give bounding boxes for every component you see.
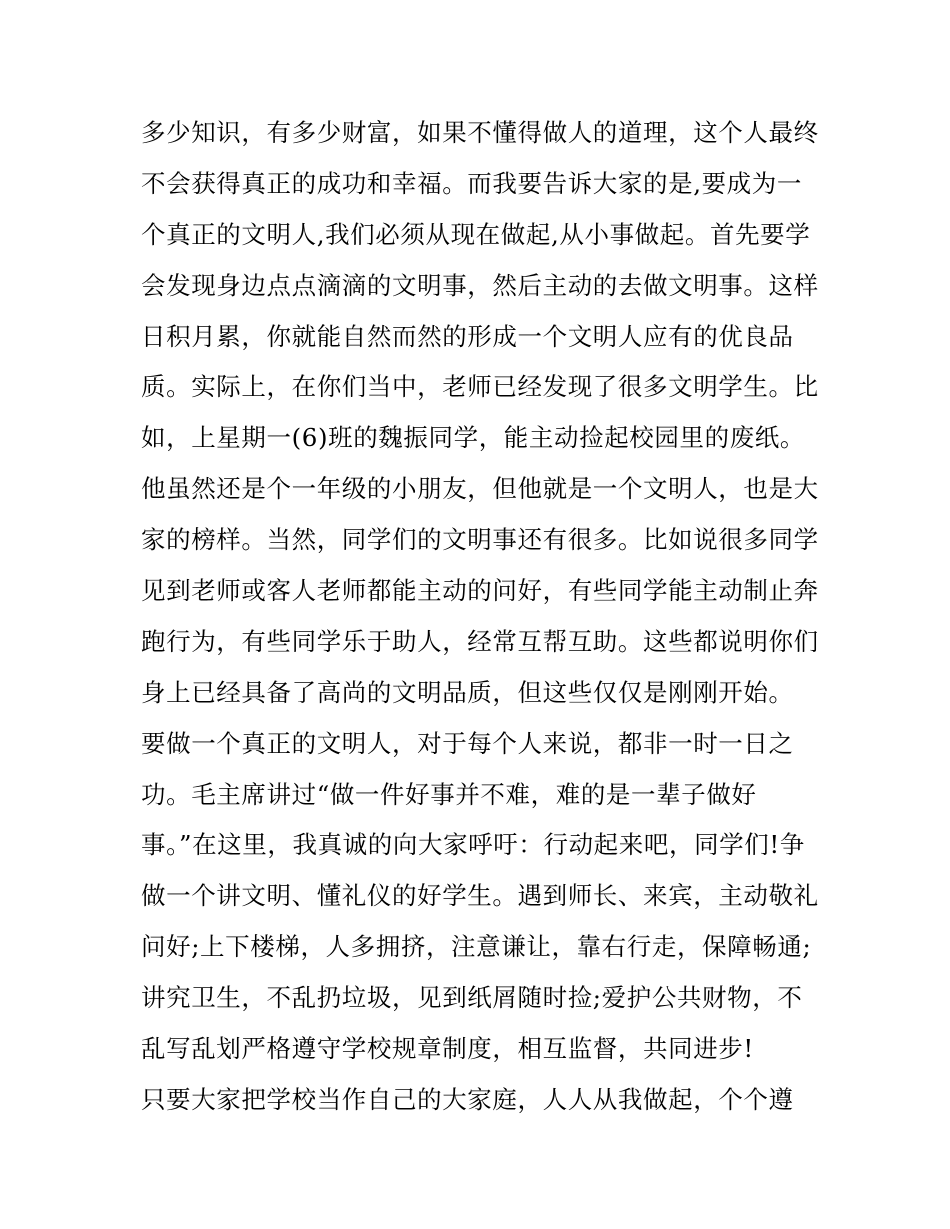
text-line-20: 只要大家把学校当作自己的大家庭，人人从我做起，个个遵 xyxy=(141,1084,794,1114)
text-line-11: 跑行为，有些同学乐于助人，经常互帮互助。这些都说明你们 xyxy=(141,626,819,656)
text-line-5: 日积月累，你就能自然而然的形成一个文明人应有的优良品 xyxy=(141,321,794,351)
text-line-16: 做一个讲文明、懂礼仪的好学生。遇到师长、来宾，主动敬礼 xyxy=(141,881,819,911)
text-line-14: 功。毛主席讲过“做一件好事并不难，难的是一辈子做好 xyxy=(141,779,757,809)
text-line-19: 乱写乱划严格遵守学校规章制度，相互监督，共同进步! xyxy=(141,1034,754,1064)
text-line-2: 不会获得真正的成功和幸福。而我要告诉大家的是,要成为一 xyxy=(141,168,802,198)
text-line-18: 讲究卫生，不乱扔垃圾，见到纸屑随时捡;爱护公共财物，不 xyxy=(141,983,803,1013)
text-line-13: 要做一个真正的文明人，对于每个人来说，都非一时一日之 xyxy=(141,728,794,758)
text-line-17: 问好;上下楼梯，人多拥挤，注意谦让，靠右行走，保障畅通; xyxy=(141,932,812,962)
text-line-7: 如，上星期一(6)班的魏振同学，能主动捡起校园里的废纸。 xyxy=(141,423,806,453)
text-line-1: 多少知识，有多少财富，如果不懂得做人的道理，这个人最终 xyxy=(141,118,819,147)
text-line-12: 身上已经具备了高尚的文明品质，但这些仅仅是刚刚开始。 xyxy=(141,677,794,707)
text-line-15: 事。”在这里，我真诚的向大家呼吁：行动起来吧，同学们!争 xyxy=(141,830,805,860)
text-line-8: 他虽然还是个一年级的小朋友，但他就是一个文明人，也是大 xyxy=(141,474,819,504)
text-line-10: 见到老师或客人老师都能主动的问好，有些同学能主动制止奔 xyxy=(141,576,819,606)
text-line-9: 家的榜样。当然，同学们的文明事还有很多。比如说很多同学 xyxy=(141,525,819,555)
text-line-4: 会发现身边点点滴滴的文明事，然后主动的去做文明事。这样 xyxy=(141,270,819,300)
text-line-6: 质。实际上，在你们当中，老师已经发现了很多文明学生。比 xyxy=(141,372,819,402)
body-text xyxy=(141,108,821,1126)
text-line-3: 个真正的文明人,我们必须从现在做起,从小事做起。首先要学 xyxy=(141,219,811,249)
